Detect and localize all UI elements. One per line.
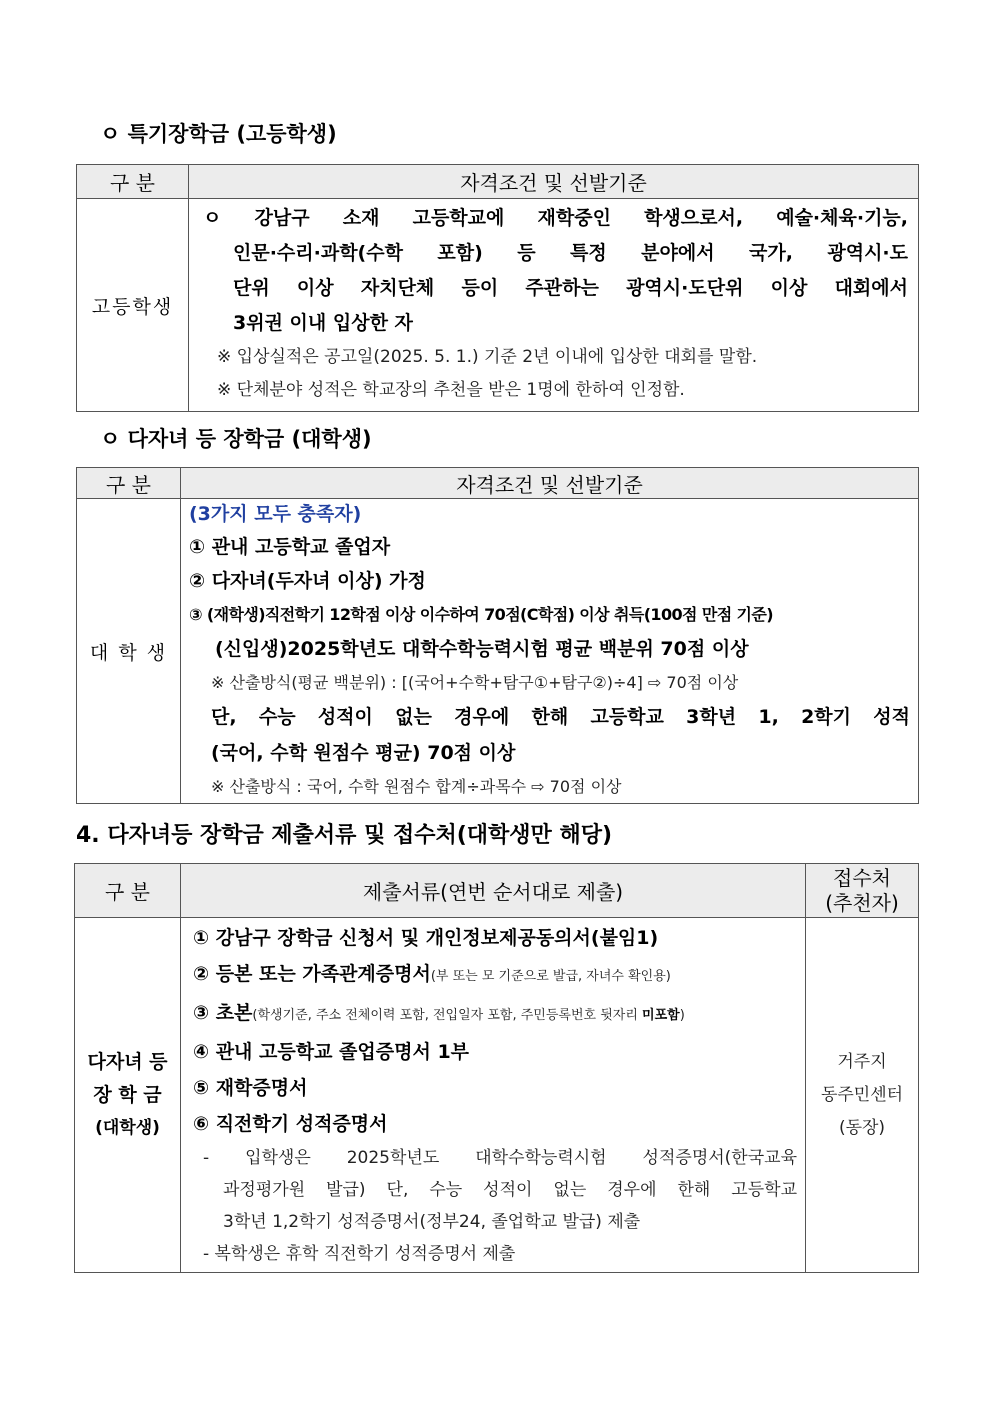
criteria-line: 인문·수리·과학(수학 포함) 등 특정 분야에서 국가, 광역시·도 bbox=[233, 242, 908, 264]
criteria-cell bbox=[189, 199, 919, 412]
reception-line: 동주민센터 bbox=[820, 1084, 904, 1105]
criteria-condition: 단, 수능 성적이 없는 경우에 한해 고등학교 3학년 1, 2학기 성적 bbox=[211, 706, 910, 728]
header-criteria: 자격조건 및 선발기준 bbox=[189, 165, 919, 199]
section-title-talent: ㅇ 특기장학금 (고등학생) bbox=[100, 122, 337, 146]
header-reception-line2: (추천자) bbox=[825, 890, 899, 915]
criteria-intro: (3가지 모두 충족자) bbox=[189, 503, 362, 525]
document-subnote: 3학년 1,2학기 성적증명서(정부24, 졸업학교 발급) 제출 bbox=[223, 1212, 641, 1232]
criteria-note: ※ 입상실적은 공고일(2025. 5. 1.) 기준 2년 이내에 입상한 대회를 말함. bbox=[217, 347, 758, 367]
header-category: 구 분 bbox=[77, 468, 181, 499]
talent-scholarship-table bbox=[76, 164, 919, 412]
header-documents: 제출서류(연번 순서대로 제출) bbox=[181, 864, 806, 918]
criteria-note: ※ 산출방식 : 국어, 수학 원점수 합계÷과목수 ⇨ 70점 이상 bbox=[211, 777, 622, 796]
document-subnote: 과정평가원 발급) 단, 수능 성적이 없는 경우에 한해 고등학교 bbox=[223, 1180, 797, 1200]
criteria-note: ※ 단체분야 성적은 학교장의 추천을 받은 1명에 한하여 인정함. bbox=[217, 380, 685, 400]
document-item: ① 강남구 장학금 신청서 및 개인정보제공동의서(붙임1) bbox=[193, 927, 659, 949]
document-item bbox=[193, 956, 797, 995]
category-multichild bbox=[75, 918, 181, 1273]
document-item: ⑥ 직전학기 성적증명서 bbox=[193, 1113, 388, 1135]
criteria-line: ㅇ 강남구 소재 고등학교에 재학중인 학생으로서, 예술·체육·기능, bbox=[203, 207, 908, 229]
document-item: ⑤ 재학증명서 bbox=[193, 1077, 308, 1099]
header-category: 구 분 bbox=[77, 165, 189, 199]
criteria-item: (신입생)2025학년도 대학수학능력시험 평균 백분위 70점 이상 bbox=[215, 638, 749, 660]
category-university: 대 학 생 bbox=[77, 499, 181, 804]
reception-line: 거주지 bbox=[837, 1051, 887, 1072]
document-item-note-end: ) bbox=[679, 1008, 685, 1023]
document-item bbox=[193, 995, 797, 1034]
header-criteria: 자격조건 및 선발기준 bbox=[181, 468, 919, 499]
document-item-note-bold: 미포함 bbox=[642, 1008, 680, 1023]
criteria-item: ② 다자녀(두자녀 이상) 가정 bbox=[189, 570, 426, 592]
document-item-label: ③ 초본 bbox=[193, 1002, 253, 1024]
document-subnote: - 복학생은 휴학 직전학기 성적증명서 제출 bbox=[203, 1244, 516, 1264]
section-title-documents: 4. 다자녀등 장학금 제출서류 및 접수처(대학생만 해당) bbox=[76, 823, 613, 848]
criteria-cell bbox=[181, 499, 919, 804]
header-reception bbox=[806, 864, 919, 918]
reception-line: (동장) bbox=[838, 1117, 886, 1138]
documents-table bbox=[74, 863, 919, 1273]
criteria-note: ※ 산출방식(평균 백분위) : [(국어+수학+탐구①+탐구②)÷4] ⇨ 70점 이상 bbox=[211, 673, 739, 692]
category-line: 장 학 금 bbox=[93, 1083, 162, 1106]
category-line: 다자녀 등 bbox=[87, 1050, 168, 1073]
reception-cell bbox=[806, 918, 919, 1273]
documents-cell bbox=[181, 918, 806, 1273]
document-subnote: - 입학생은 2025학년도 대학수학능력시험 성적증명서(한국교육 bbox=[203, 1148, 797, 1168]
criteria-item: ① 관내 고등학교 졸업자 bbox=[189, 536, 391, 558]
multichild-scholarship-table bbox=[76, 467, 919, 804]
criteria-line: 단위 이상 자치단체 등이 주관하는 광역시·도단위 이상 대회에서 bbox=[233, 277, 908, 299]
document-item-note: (학생기준, 주소 전체이력 포함, 전입일자 포함, 주민등록번호 뒷자리 bbox=[252, 1008, 643, 1023]
document-item-note: (부 또는 모 기준으로 발급, 자녀수 확인용) bbox=[430, 969, 671, 984]
category-line: (대학생) bbox=[95, 1117, 160, 1138]
criteria-condition: (국어, 수학 원점수 평균) 70점 이상 bbox=[211, 742, 516, 764]
category-highschool: 고등학생 bbox=[77, 199, 189, 412]
document-item: ④ 관내 고등학교 졸업증명서 1부 bbox=[193, 1041, 470, 1063]
header-reception-line1: 접수처 bbox=[833, 865, 891, 890]
criteria-line: 3위권 이내 입상한 자 bbox=[233, 312, 413, 334]
criteria-item: ③ (재학생)직전학기 12학점 이상 이수하여 70점(C학점) 이상 취득(100점 만점 기준) bbox=[189, 605, 773, 624]
document-item-label: ② 등본 또는 가족관계증명서 bbox=[193, 963, 431, 985]
section-title-multichild: ㅇ 다자녀 등 장학금 (대학생) bbox=[100, 427, 372, 451]
header-category: 구 분 bbox=[75, 864, 181, 918]
